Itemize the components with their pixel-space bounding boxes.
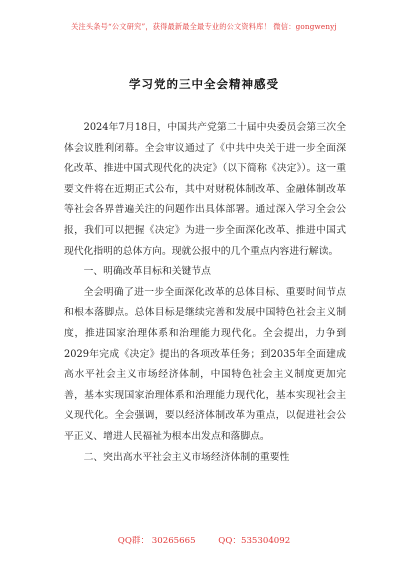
section-1-paragraph: 全会明确了进一步全面深化改革的总体目标、重要时间节点和根本落脚点。总体目标是继续完善和发展中国特色社会主义制度，推进国家治理体系和治理能力现代化。全会提出，力争到2029年完成《决定》提出的各项改革任务；到2035年全面建成高水平社会主义市场经济体制，中国特色社会主义制度更加完善，基本实现国家治理体系和治理能力现代化，基本实现社会主义现代化。全会强调，要以经济体制改革为重点，以促进社会公平正义、增进人民福祉为根本出发点和落脚点。 bbox=[64, 286, 346, 442]
header-banner: 关注头条号“公文研究”，获得最新最全最专业的公文资料库！ 微信：gongwenyj bbox=[71, 22, 337, 31]
qq-group-text: QQ群： 30265665 bbox=[117, 536, 196, 546]
section-heading-1: 一、明确改革目标和关键节点 bbox=[83, 266, 211, 278]
intro-paragraph: 2024年7月18日，中国共产党第二十届中央委员会第三次全体会议胜利闭幕。全会审议通过了《中共中央关于进一步全面深化改革、推进中国式现代化的决定》（以下简称《决定》）。这一重要文件将在近期正式公布，其中对财税体制改革、金融体制改革等社会各界普遍关注的问题作出具体部署。通过深入学习全会公报，我们可以把握《决定》为进一步全面深化改革、推进中国式现代化指明的总体方向。现就公报中的几个重点内容进行解读。 bbox=[64, 122, 346, 257]
document-body bbox=[64, 118, 346, 468]
qq-text: QQ：535304092 bbox=[218, 536, 291, 546]
footer-contacts bbox=[0, 534, 408, 546]
document-title: 学习党的三中全会精神感受 bbox=[129, 77, 279, 91]
section-heading-2: 二、突出高水平社会主义市场经济体制的重要性 bbox=[83, 451, 290, 463]
